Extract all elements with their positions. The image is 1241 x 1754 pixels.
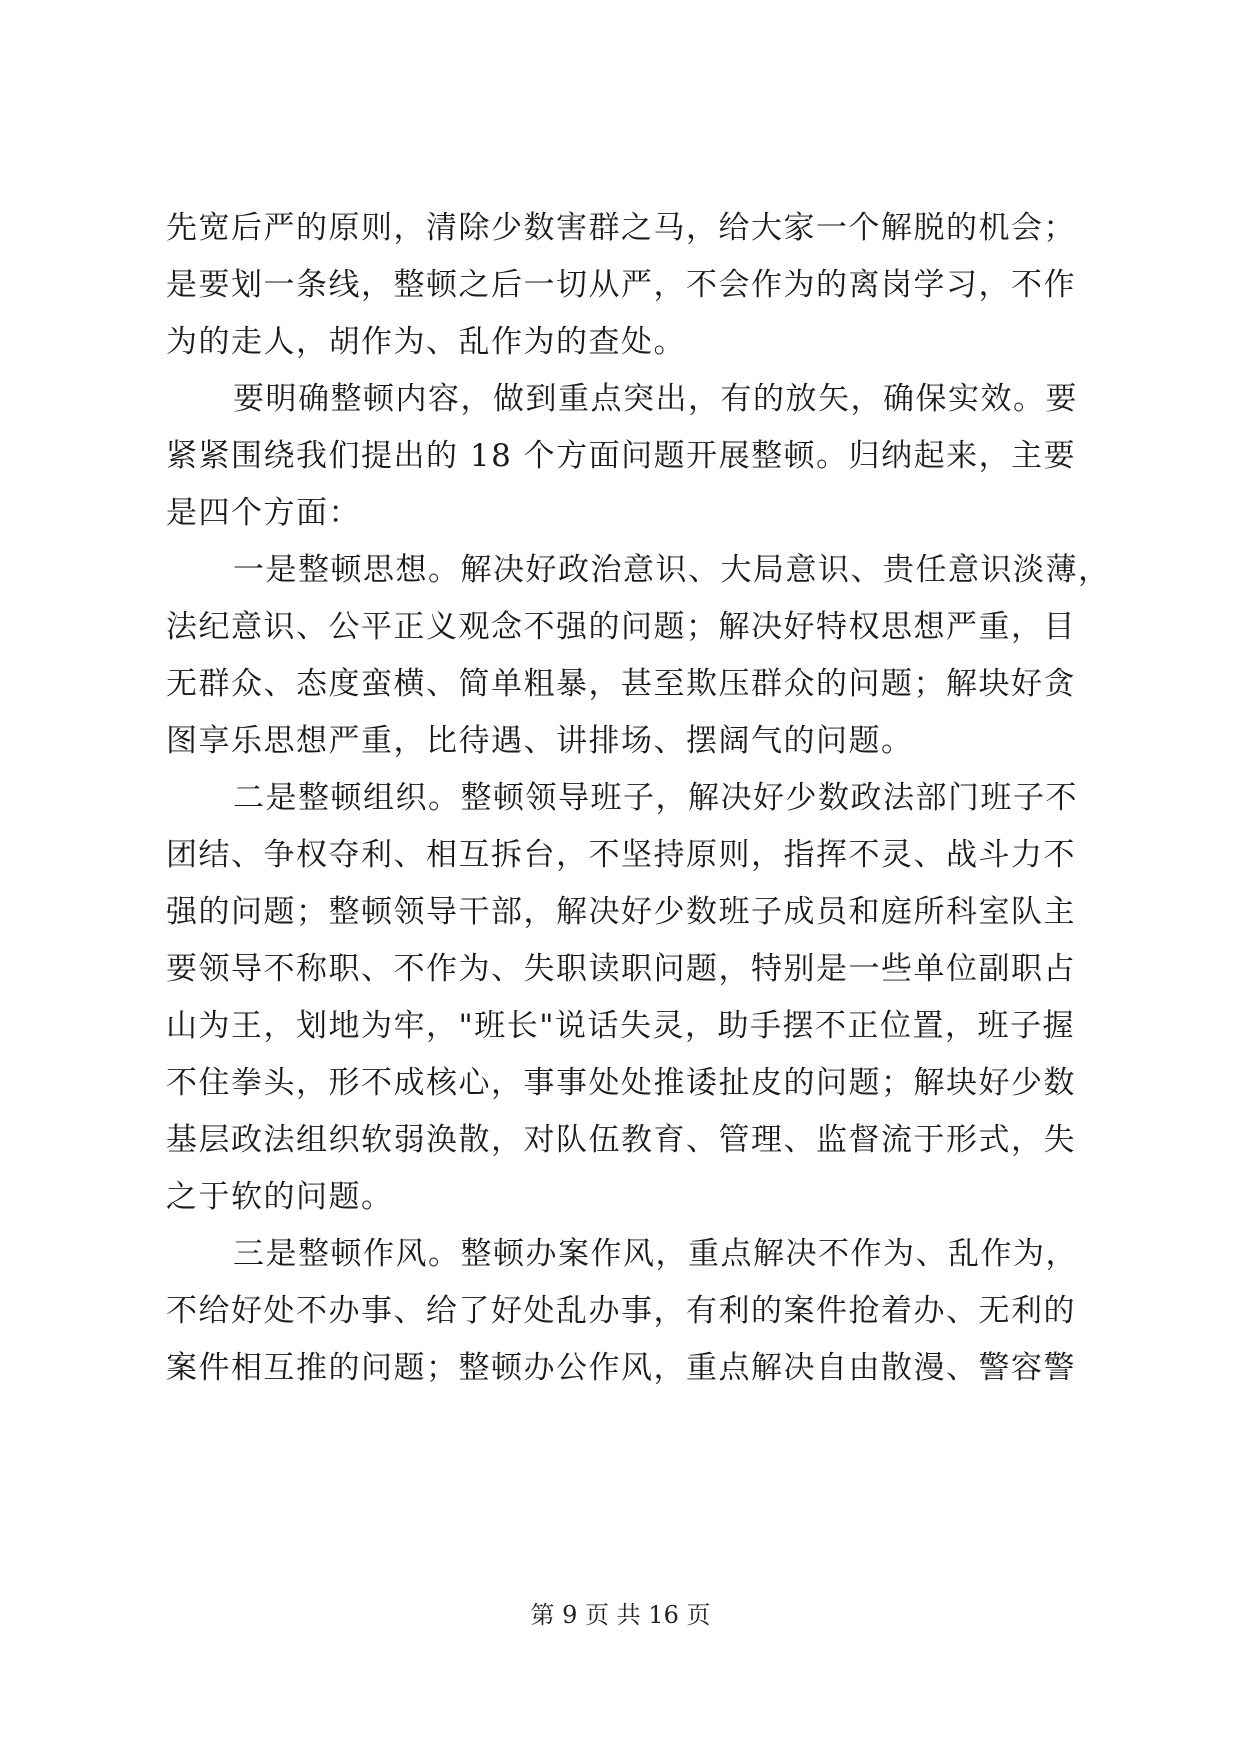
text-line: 山为王，划地为牢，"班长"说话失灵，助手摆不正位置，班子握 [166,1008,1076,1044]
text-line: 图享乐思想严重，比待遇、讲排场、摆阔气的问题。 [166,723,914,759]
paragraph-first-line: 一是整顿思想。解决好政治意识、大局意识、贵任意识淡薄， [233,552,1111,588]
text-line: 为的走人，胡作为、乱作为的查处。 [166,324,686,360]
page-number-footer: 第 9 页 共 16 页 [530,1601,711,1629]
text-line: 是四个方面： [166,495,361,531]
text-line: 是要划一条线，整顿之后一切从严，不会作为的离岗学习，不作 [166,267,1076,303]
text-line: 无群众、态度蛮横、简单粗暴，甚至欺压群众的问题；解块好贪 [166,666,1076,702]
text-line: 强的问题；整顿领导干部，解决好少数班子成员和庭所科室队主 [166,894,1076,930]
text-line: 团结、争权夺利、相互拆台，不坚持原则，指挥不灵、战斗力不 [166,837,1076,873]
text-line: 案件相互推的问题；整顿办公作风，重点解决自由散漫、警容警 [166,1350,1076,1386]
text-line: 之于软的问题。 [166,1179,394,1215]
paragraph-first-line: 二是整顿组织。整顿领导班子，解决好少数政法部门班子不 [233,780,1078,816]
text-line: 法纪意识、公平正义观念不强的问题；解决好特权思想严重，目 [166,609,1076,645]
text-line: 要领导不称职、不作为、失职读职问题，特别是一些单位副职占 [166,951,1076,987]
text-line: 不住拳头，形不成核心，事事处处推诿扯皮的问题；解块好少数 [166,1065,1076,1101]
text-line: 基层政法组织软弱涣散，对队伍教育、管理、监督流于形式，失 [166,1122,1076,1158]
text-line: 紧紧围绕我们提出的 18 个方面问题开展整顿。归纳起来，主要 [166,438,1077,474]
paragraph-first-line: 三是整顿作风。整顿办案作风，重点解决不作为、乱作为， [233,1236,1078,1272]
paragraph-first-line: 要明确整顿内容，做到重点突出，有的放矢，确保实效。要 [233,381,1078,417]
text-line: 不给好处不办事、给了好处乱办事，有利的案件抢着办、无利的 [166,1293,1076,1329]
text-line: 先宽后严的原则，清除少数害群之马，给大家一个解脱的机会； [166,210,1076,246]
